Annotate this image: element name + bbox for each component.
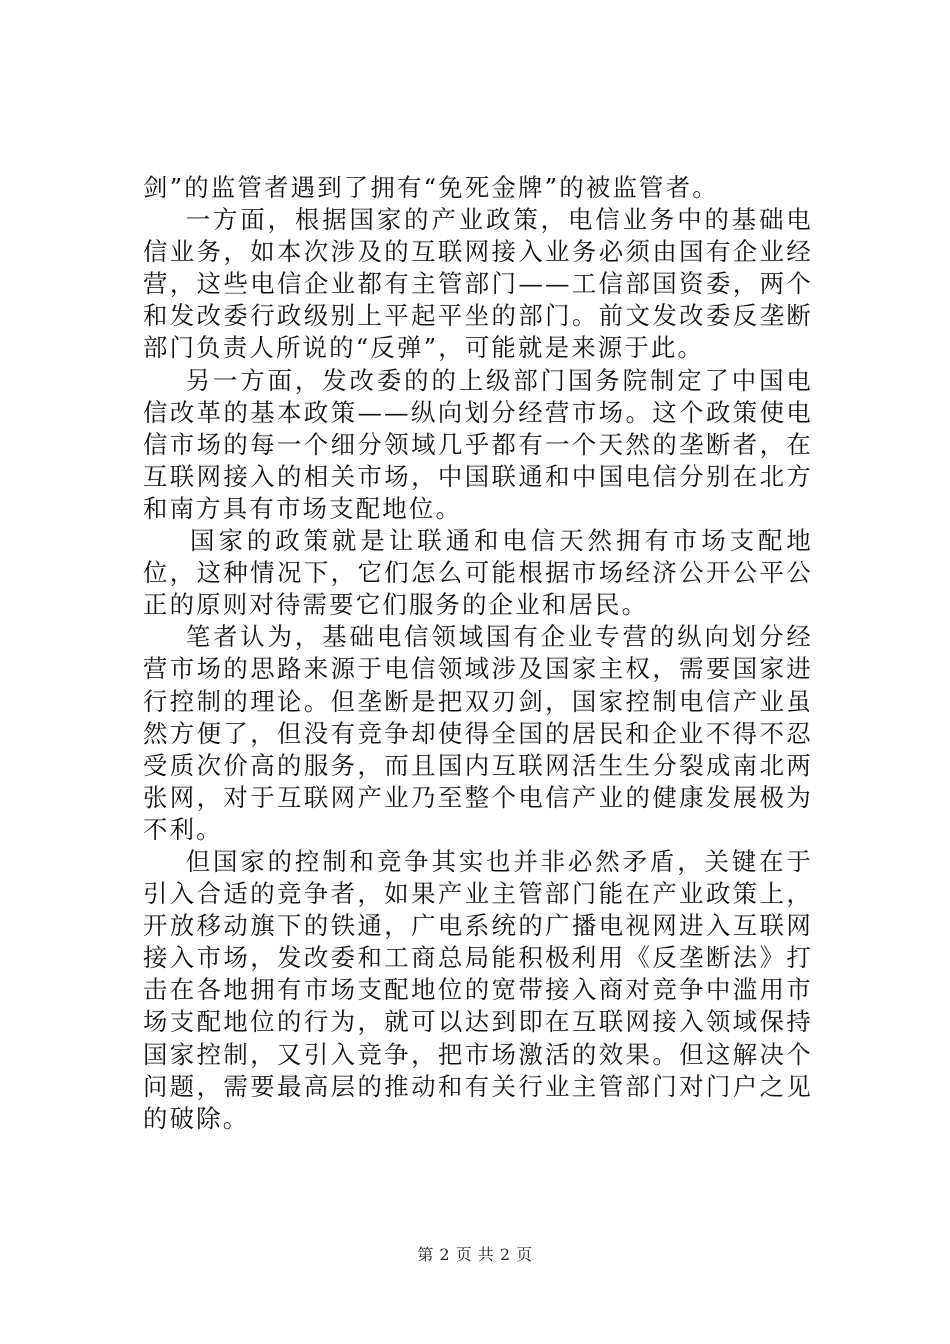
paragraph-1: 剑”的监管者遇到了拥有“免死金牌”的被监管者。 <box>143 173 719 202</box>
document-body <box>143 172 813 1135</box>
paragraph-4: 国家的政策就是让联通和电信天然拥有市场支配地位，这种情况下，它们怎么可能根据市场经济公开公平公正的原则对待需要它们服务的企业和居民。 <box>143 526 813 620</box>
page-number-footer: 第 2 页 共 2 页 <box>417 1245 533 1264</box>
paragraph-6: 但国家的控制和竞争其实也并非必然矛盾，关键在于引入合适的竞争者，如果产业主管部门能在产业政策上，开放移动旗下的铁通，广电系统的广播电视网进入互联网接入市场，发改委和工商总局能积极利用《反垄断法》打击在各地拥有市场支配地位的宽带接入商对竞争中滥用市场支配地位的行为，就可以达到即在互联网接入领域保持国家控制，又引入竞争，把市场激活的效果。但这解决个问题，需要最高层的推动和有关行业主管部门对门户之见的破除。 <box>143 846 814 1133</box>
paragraph-3: 另一方面，发改委的的上级部门国务院制定了中国电信改革的基本政策——纵向划分经营市场。这个政策使电信市场的每一个细分领域几乎都有一个天然的垄断者，在互联网接入的相关市场，中国联通和中国电信分别在北方和南方具有市场支配地位。 <box>143 365 814 523</box>
paragraph-5: 笔者认为，基础电信领域国有企业专营的纵向划分经营市场的思路来源于电信领域涉及国家主权，需要国家进行控制的理论。但垄断是把双刃剑，国家控制电信产业虽然方便了，但没有竞争却使得全国的居民和企业不得不忍受质次价高的服务，而且国内互联网活生生分裂成南北两张网，对于互联网产业乃至整个电信产业的健康发展极为不利。 <box>143 622 814 844</box>
paragraph-2: 一方面，根据国家的产业政策，电信业务中的基础电信业务，如本次涉及的互联网接入业务必须由国有企业经营，这些电信企业都有主管部门——工信部国资委，两个和发改委行政级别上平起平坐的部门。前文发改委反垄断部门负责人所说的“反弹”，可能就是来源于此。 <box>143 205 814 363</box>
